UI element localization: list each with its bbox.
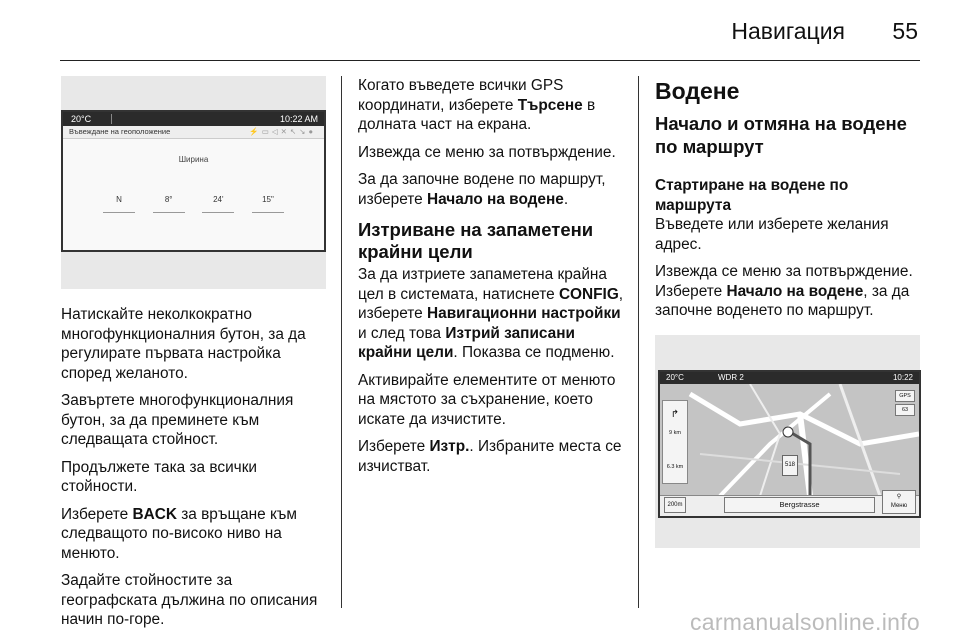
screen-subtitle-bar	[63, 126, 324, 139]
column-3	[655, 76, 921, 548]
temperature: 20°C	[71, 114, 92, 124]
text: Изберете	[61, 505, 133, 523]
map-roads	[660, 384, 919, 496]
text: в долната част на екрана.	[358, 96, 596, 133]
heading-delete-destinations: Изтриване на запаметени крайни цели	[358, 219, 594, 262]
paragraph: Активирайте елементите от менюто на мястото за съхранение, което искате да изчистите.	[358, 371, 616, 428]
heading-start-guidance: Стартиране на водене по маршрута	[655, 177, 849, 214]
text: Извежда се меню за потвърждение. Изберете	[655, 263, 913, 300]
map-bottom-bar	[660, 495, 919, 516]
heading-start-cancel: Начало и отмяна на водене по маршрут	[655, 113, 907, 157]
display-screen	[61, 110, 326, 252]
radio-station: WDR 2	[718, 372, 744, 382]
text: за връщане към следващото по-високо ниво на менюто.	[61, 505, 297, 562]
text: .	[563, 190, 569, 208]
back-keyword: BACK	[132, 505, 177, 523]
map-side-button[interactable]: 63	[895, 404, 915, 416]
text: , за да започне воденето по маршрут.	[655, 282, 910, 319]
menu-label: Меню	[890, 502, 908, 509]
page-header	[0, 0, 960, 60]
geo-entry-screenshot	[61, 76, 326, 289]
paragraph: Извежда се меню за потвърждение.	[358, 143, 616, 161]
status-bar	[63, 112, 324, 126]
column-2	[358, 76, 624, 484]
coord-minutes[interactable]: 24'	[202, 190, 234, 213]
paragraph	[358, 437, 624, 476]
column-1	[61, 76, 327, 638]
text: Когато въведете всички GPS координати, изберете	[358, 77, 564, 114]
text: . Избраните места се изчистват.	[358, 438, 622, 475]
text: , изберете	[358, 285, 624, 322]
paragraph: Завъртете многофункционалния бутон, за да преминете към следващата стойност.	[61, 392, 294, 448]
guidance-panel	[662, 400, 688, 484]
map-display	[658, 370, 921, 518]
column-divider-2	[638, 76, 639, 608]
clock: 10:22 AM	[279, 114, 318, 124]
heading-guidance: Водене	[655, 78, 740, 104]
screen-subtitle: Въвеждане на геоположение	[69, 127, 171, 136]
temperature: 20°C	[666, 372, 684, 382]
remaining-distance: 6.3 km	[666, 463, 684, 470]
paragraph	[655, 262, 921, 321]
status-divider	[111, 114, 112, 124]
coord-degrees[interactable]: 8°	[153, 190, 185, 213]
text: и след това	[358, 324, 446, 342]
paragraph	[358, 265, 624, 363]
road-number-badge: 518	[782, 455, 798, 477]
page-number: 55	[892, 18, 918, 44]
coord-hemisphere[interactable]: N	[103, 190, 135, 213]
column-divider-1	[341, 76, 342, 608]
header-rule	[60, 60, 920, 61]
text: . Показва се подменю.	[453, 344, 615, 361]
gps-button[interactable]: GPS	[895, 390, 915, 402]
config-keyword: CONFIG	[558, 285, 619, 303]
next-turn-distance: 9 km	[669, 430, 681, 436]
nav-settings-keyword: Навигационни настройки	[427, 305, 621, 322]
search-keyword: Търсене	[517, 96, 583, 114]
paragraph	[358, 170, 624, 209]
coord-seconds[interactable]: 15"	[252, 190, 284, 213]
section-title: Навигация	[731, 18, 845, 44]
menu-button[interactable]	[882, 490, 916, 514]
text: За да започне водене по маршрут, изберете	[358, 171, 606, 208]
status-icons: ⚡▭◁✕↖↘●	[249, 127, 316, 136]
paragraph: Продължете така за всички стойности.	[61, 458, 258, 495]
delete-keyword: Изтр.	[429, 438, 470, 455]
watermark: carmanualsonline.info	[689, 609, 920, 635]
start-guidance-keyword: Начало на водене	[427, 190, 564, 208]
paragraph: Натискайте неколкократно многофункционалния бутон, за да регулирате първата настройка според желаното.	[61, 306, 306, 382]
delete-saved-keyword: Изтрий записани крайни цели	[358, 324, 575, 361]
person-icon: ⚲	[896, 493, 902, 500]
current-street: Bergstrasse	[724, 497, 875, 513]
text: За да изтриете запаметена крайна цел в системата, натиснете	[358, 266, 607, 303]
turn-arrow-icon: ↱	[670, 408, 680, 420]
turn-distance: 200m	[664, 497, 686, 513]
coordinate-values	[103, 190, 284, 213]
paragraph: Въведете или изберете желания адрес.	[655, 216, 889, 253]
status-bar	[660, 372, 919, 384]
clock: 10:22	[892, 372, 913, 382]
paragraph	[61, 505, 327, 564]
paragraph: Задайте стойностите за географската дължина по описания начин по-горе.	[61, 572, 318, 628]
latitude-label: Ширина	[178, 155, 209, 164]
paragraph	[358, 76, 624, 135]
start-guidance-keyword: Начало на водене	[726, 282, 864, 300]
text: Изберете	[358, 438, 430, 455]
map-screenshot	[655, 335, 920, 548]
